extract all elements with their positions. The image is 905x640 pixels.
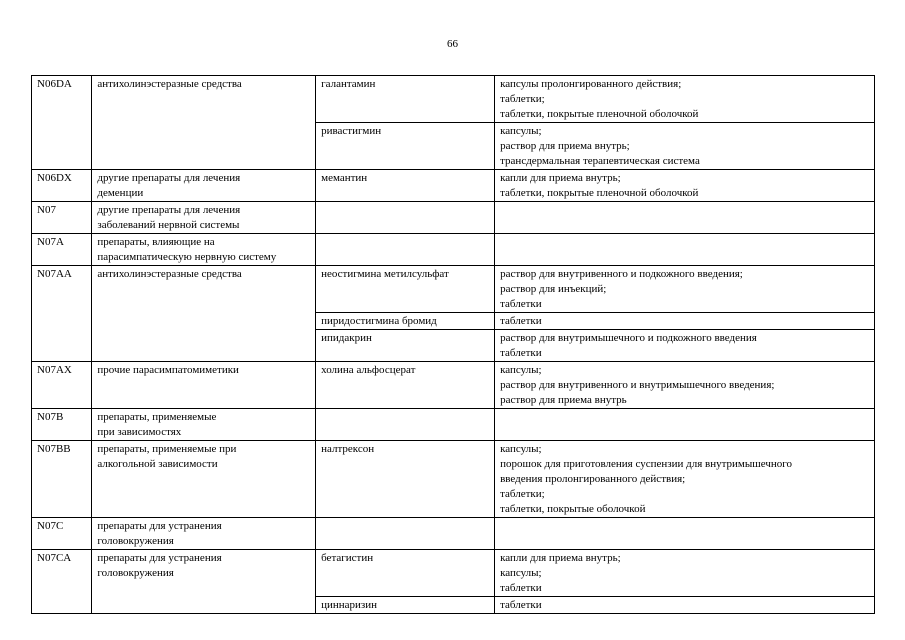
dosage-forms-cell xyxy=(495,441,875,518)
dosage-forms-cell xyxy=(495,266,875,313)
group-cell xyxy=(92,202,316,234)
dosage-form-line: капсулы; xyxy=(500,443,542,455)
dosage-form-line: таблетки, покрытые пленочной оболочкой xyxy=(500,187,699,199)
table-row xyxy=(32,202,875,234)
dosage-forms-cell xyxy=(495,170,875,202)
group-line: прочие парасимпатомиметики xyxy=(97,364,239,376)
group-cell xyxy=(92,170,316,202)
dosage-forms-cell xyxy=(495,234,875,266)
group-line: препараты, применяемые xyxy=(97,411,217,423)
atc-code-cell: N07B xyxy=(32,409,92,441)
group-line: другие препараты для лечения xyxy=(97,172,241,184)
dosage-form-line: таблетки xyxy=(500,315,542,327)
dosage-form-line: таблетки; xyxy=(500,93,545,105)
group-line: препараты, применяемые при xyxy=(97,443,237,455)
page-number: 66 xyxy=(447,38,458,50)
drug-name-cell: галантамин xyxy=(316,76,495,123)
group-cell xyxy=(92,76,316,170)
dosage-form-line: таблетки xyxy=(500,582,542,594)
dosage-forms-cell xyxy=(495,518,875,550)
group-cell xyxy=(92,518,316,550)
group-cell xyxy=(92,550,316,614)
dosage-form-line: таблетки xyxy=(500,298,542,310)
drug-name-cell: ривастигмин xyxy=(316,123,495,170)
drug-name-cell: мемантин xyxy=(316,170,495,202)
dosage-form-line: раствор для приема внутрь xyxy=(500,394,627,406)
group-line: другие препараты для лечения xyxy=(97,204,241,216)
dosage-forms-cell xyxy=(495,76,875,123)
dosage-form-line: таблетки, покрытые оболочкой xyxy=(500,503,646,515)
group-line: при зависимостях xyxy=(97,426,182,438)
drug-name-cell: неостигмина метилсульфат xyxy=(316,266,495,313)
drug-name-cell xyxy=(316,202,495,234)
group-line: препараты для устранения xyxy=(97,520,222,532)
group-cell xyxy=(92,234,316,266)
atc-code-cell: N07A xyxy=(32,234,92,266)
drug-name-cell xyxy=(316,234,495,266)
group-line: парасимпатическую нервную систему xyxy=(97,251,277,263)
dosage-form-line: капсулы пролонгированного действия; xyxy=(500,78,682,90)
group-line: деменции xyxy=(97,187,144,199)
dosage-form-line: раствор для внутримышечного и подкожного введения xyxy=(500,332,757,344)
table-row xyxy=(32,76,875,123)
table-row xyxy=(32,409,875,441)
group-line: препараты, влияющие на xyxy=(97,236,215,248)
dosage-form-line: капсулы; xyxy=(500,125,542,137)
group-line: алкогольной зависимости xyxy=(97,458,218,470)
table-row xyxy=(32,441,875,518)
dosage-forms-cell xyxy=(495,409,875,441)
dosage-forms-cell xyxy=(495,330,875,362)
table-row xyxy=(32,518,875,550)
group-line: заболеваний нервной системы xyxy=(97,219,240,231)
table-row xyxy=(32,170,875,202)
dosage-form-line: порошок для приготовления суспензии для внутримышечного xyxy=(500,458,793,470)
dosage-form-line: капсулы; xyxy=(500,364,542,376)
group-cell xyxy=(92,362,316,409)
dosage-forms-cell xyxy=(495,550,875,597)
dosage-form-line: введения пролонгированного действия; xyxy=(500,473,686,485)
dosage-forms-cell xyxy=(495,202,875,234)
atc-code-cell: N06DA xyxy=(32,76,92,170)
table-body xyxy=(32,76,875,614)
drug-name-cell xyxy=(316,518,495,550)
drug-name-cell: налтрексон xyxy=(316,441,495,518)
group-line: препараты для устранения xyxy=(97,552,222,564)
group-line: головокружения xyxy=(97,535,174,547)
group-cell xyxy=(92,409,316,441)
dosage-form-line: капли для приема внутрь; xyxy=(500,552,621,564)
dosage-form-line: капли для приема внутрь; xyxy=(500,172,621,184)
dosage-form-line: таблетки xyxy=(500,599,542,611)
group-line: антихолинэстеразные средства xyxy=(97,268,242,280)
group-line: антихолинэстеразные средства xyxy=(97,78,242,90)
drug-name-cell: бетагистин xyxy=(316,550,495,597)
table-row xyxy=(32,362,875,409)
table-row xyxy=(32,266,875,313)
group-line: головокружения xyxy=(97,567,174,579)
dosage-form-line: трансдермальная терапевтическая система xyxy=(500,155,700,167)
drug-name-cell: ипидакрин xyxy=(316,330,495,362)
dosage-form-line: таблетки xyxy=(500,347,542,359)
dosage-form-line: раствор для приема внутрь; xyxy=(500,140,630,152)
atc-code-cell: N07AA xyxy=(32,266,92,362)
dosage-form-line: раствор для внутривенного и подкожного введения; xyxy=(500,268,743,280)
dosage-form-line: раствор для внутривенного и внутримышечного введения; xyxy=(500,379,775,391)
drug-table xyxy=(31,75,875,614)
table-row xyxy=(32,550,875,597)
group-cell xyxy=(92,266,316,362)
dosage-forms-cell xyxy=(495,313,875,330)
dosage-form-line: таблетки; xyxy=(500,488,545,500)
atc-code-cell: N07BB xyxy=(32,441,92,518)
atc-code-cell: N07C xyxy=(32,518,92,550)
dosage-forms-cell xyxy=(495,123,875,170)
dosage-forms-cell xyxy=(495,597,875,614)
table-row xyxy=(32,234,875,266)
dosage-form-line: раствор для инъекций; xyxy=(500,283,607,295)
drug-name-cell: циннаризин xyxy=(316,597,495,614)
group-cell xyxy=(92,441,316,518)
dosage-form-line: капсулы; xyxy=(500,567,542,579)
atc-code-cell: N06DX xyxy=(32,170,92,202)
drug-name-cell xyxy=(316,409,495,441)
drug-name-cell: пиридостигмина бромид xyxy=(316,313,495,330)
drug-name-cell: холина альфосцерат xyxy=(316,362,495,409)
atc-code-cell: N07AX xyxy=(32,362,92,409)
atc-code-cell: N07 xyxy=(32,202,92,234)
atc-code-cell: N07CA xyxy=(32,550,92,614)
dosage-form-line: таблетки, покрытые пленочной оболочкой xyxy=(500,108,699,120)
dosage-forms-cell xyxy=(495,362,875,409)
